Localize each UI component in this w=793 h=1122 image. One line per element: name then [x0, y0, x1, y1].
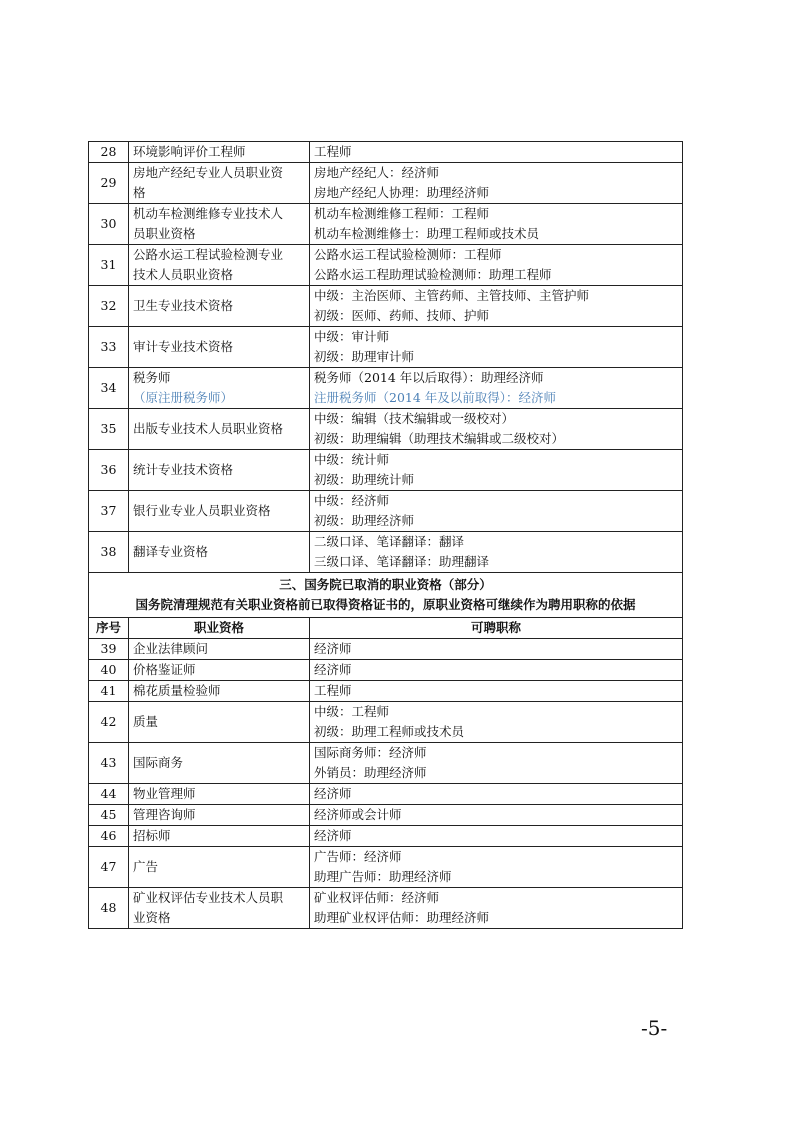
qualification-cell: [129, 826, 310, 847]
title-text: 中级：经济师: [314, 493, 390, 508]
title-text: 经济师: [314, 828, 352, 843]
title-text: 公路水运工程试验检测师：工程师: [314, 247, 502, 262]
row-number: 40: [89, 660, 129, 681]
row-number: 30: [89, 204, 129, 245]
table-row: [89, 743, 683, 784]
header-num: 序号: [89, 618, 129, 639]
row-number: 35: [89, 409, 129, 450]
title-cell: [310, 163, 683, 204]
title-text: 初级：助理经济师: [314, 513, 415, 528]
qualification-text: 银行业专业人员职业资格: [133, 503, 271, 518]
title-text: 房地产经纪人协理：助理经济师: [314, 185, 490, 200]
title-cell: [310, 409, 683, 450]
title-cell: [310, 826, 683, 847]
qualification-text: 出版专业技术人员职业资格: [133, 421, 284, 436]
section-title: 三、国务院已取消的职业资格（部分）: [279, 577, 492, 592]
qualification-cell: [129, 805, 310, 826]
row-number: 37: [89, 491, 129, 532]
title-text: 二级口译、笔译翻译：翻译: [314, 534, 465, 549]
table-row: [89, 409, 683, 450]
row-number: 46: [89, 826, 129, 847]
table-row: [89, 368, 683, 409]
row-number: 43: [89, 743, 129, 784]
table-row: [89, 847, 683, 888]
table-row: [89, 286, 683, 327]
table-row: [89, 142, 683, 163]
title-cell: [310, 639, 683, 660]
title-cell: [310, 286, 683, 327]
qualification-text: 技术人员职业资格: [133, 267, 234, 282]
title-text: 初级：助理编辑（助理技术编辑或二级校对）: [314, 431, 565, 446]
title-text: 三级口译、笔译翻译：助理翻译: [314, 554, 490, 569]
table-row: [89, 532, 683, 573]
section-header: [89, 573, 683, 639]
qualification-text: 房地产经纪专业人员职业资: [133, 165, 284, 180]
title-text: 外销员：助理经济师: [314, 765, 427, 780]
qualification-cell: [129, 245, 310, 286]
table-row: [89, 450, 683, 491]
table-row: [89, 702, 683, 743]
row-number: 41: [89, 681, 129, 702]
qualification-table: [88, 141, 683, 929]
title-text: 中级：统计师: [314, 452, 390, 467]
qualification-text: 矿业权评估专业技术人员职: [133, 890, 284, 905]
qualification-cell: [129, 888, 310, 929]
qualification-text: 卫生专业技术资格: [133, 298, 234, 313]
qualification-cell: [129, 450, 310, 491]
header-title: 可聘职称: [310, 618, 683, 639]
title-text: 国际商务师：经济师: [314, 745, 427, 760]
title-text: 中级：编辑（技术编辑或一级校对）: [314, 411, 515, 426]
qualification-text: 公路水运工程试验检测专业: [133, 247, 284, 262]
upper-table-body: [89, 142, 683, 573]
title-text: 工程师: [314, 683, 352, 698]
row-number: 38: [89, 532, 129, 573]
title-cell: [310, 245, 683, 286]
qualification-cell: [129, 142, 310, 163]
row-number: 44: [89, 784, 129, 805]
qualification-cell: [129, 743, 310, 784]
title-text: 初级：医师、药师、技师、护师: [314, 308, 490, 323]
table-row: [89, 204, 683, 245]
title-text: 中级：主治医师、主管药师、主管技师、主管护师: [314, 288, 590, 303]
row-number: 42: [89, 702, 129, 743]
row-number: 36: [89, 450, 129, 491]
title-text: 机动车检测维修士：助理工程师或技术员: [314, 226, 540, 241]
title-text: 广告师：经济师: [314, 849, 402, 864]
title-cell: [310, 743, 683, 784]
table-row: [89, 639, 683, 660]
title-text: 初级：助理工程师或技术员: [314, 724, 465, 739]
table-row: [89, 491, 683, 532]
page-number: -5-: [641, 1016, 668, 1040]
title-text: 注册税务师（2014 年及以前取得）：经济师: [314, 390, 557, 405]
title-cell: [310, 805, 683, 826]
title-text: 中级：工程师: [314, 704, 390, 719]
qualification-text: 广告: [133, 859, 159, 874]
qualification-text: 翻译专业资格: [133, 544, 209, 559]
qualification-text: 质量: [133, 714, 159, 729]
title-text: 助理矿业权评估师：助理经济师: [314, 910, 490, 925]
table-row: [89, 784, 683, 805]
qualification-cell: [129, 702, 310, 743]
title-text: 工程师: [314, 144, 352, 159]
title-cell: [310, 368, 683, 409]
row-number: 39: [89, 639, 129, 660]
qualification-cell: [129, 491, 310, 532]
title-text: 初级：助理审计师: [314, 349, 415, 364]
qualification-cell: [129, 204, 310, 245]
title-text: 房地产经纪人：经济师: [314, 165, 440, 180]
table-row: [89, 163, 683, 204]
qualification-text: 物业管理师: [133, 786, 196, 801]
qualification-text: 格: [133, 185, 146, 200]
table-row: [89, 327, 683, 368]
qualification-text: 税务师: [133, 370, 171, 385]
qualification-text: 国际商务: [133, 755, 184, 770]
row-number: 48: [89, 888, 129, 929]
table-row: [89, 660, 683, 681]
title-text: 经济师: [314, 641, 352, 656]
title-text: 机动车检测维修工程师：工程师: [314, 206, 490, 221]
qualification-text: 招标师: [133, 828, 171, 843]
qualification-cell: [129, 327, 310, 368]
qualification-cell: [129, 409, 310, 450]
qualification-cell: [129, 660, 310, 681]
title-text: 中级：审计师: [314, 329, 390, 344]
qualification-text: 管理咨询师: [133, 807, 196, 822]
qualification-text: 员职业资格: [133, 226, 196, 241]
row-number: 29: [89, 163, 129, 204]
section-subtitle: 国务院清理规范有关职业资格前已取得资格证书的，原职业资格可继续作为聘用职称的依据: [135, 597, 636, 612]
row-number: 32: [89, 286, 129, 327]
title-cell: [310, 681, 683, 702]
title-text: 经济师: [314, 662, 352, 677]
row-number: 28: [89, 142, 129, 163]
title-cell: [310, 847, 683, 888]
table-row: [89, 245, 683, 286]
row-number: 45: [89, 805, 129, 826]
table-row: [89, 888, 683, 929]
qualification-text: （原注册税务师）: [133, 390, 234, 405]
qualification-text: 棉花质量检验师: [133, 683, 221, 698]
title-cell: [310, 142, 683, 163]
table-row: [89, 826, 683, 847]
title-text: 公路水运工程助理试验检测师：助理工程师: [314, 267, 552, 282]
title-text: 经济师: [314, 786, 352, 801]
title-cell: [310, 532, 683, 573]
title-text: 税务师（2014 年以后取得）：助理经济师: [314, 370, 544, 385]
title-text: 初级：助理统计师: [314, 472, 415, 487]
title-cell: [310, 327, 683, 368]
qualification-cell: [129, 532, 310, 573]
header-qualification: 职业资格: [129, 618, 310, 639]
row-number: 34: [89, 368, 129, 409]
qualification-text: 统计专业技术资格: [133, 462, 234, 477]
qualification-text: 企业法律顾问: [133, 641, 209, 656]
row-number: 47: [89, 847, 129, 888]
qualification-text: 环境影响评价工程师: [133, 144, 246, 159]
row-number: 33: [89, 327, 129, 368]
qualification-text: 价格鉴证师: [133, 662, 196, 677]
title-text: 助理广告师：助理经济师: [314, 869, 452, 884]
qualification-cell: [129, 784, 310, 805]
title-cell: [310, 204, 683, 245]
title-cell: [310, 702, 683, 743]
qualification-cell: [129, 368, 310, 409]
qualification-cell: [129, 286, 310, 327]
qualification-cell: [129, 639, 310, 660]
qualification-cell: [129, 681, 310, 702]
qualification-cell: [129, 163, 310, 204]
qualification-text: 业资格: [133, 910, 171, 925]
document-page: [88, 141, 682, 929]
table-row: [89, 805, 683, 826]
title-cell: [310, 660, 683, 681]
table-row: [89, 681, 683, 702]
title-cell: [310, 450, 683, 491]
row-number: 31: [89, 245, 129, 286]
qualification-cell: [129, 847, 310, 888]
title-cell: [310, 888, 683, 929]
section-cell: [89, 573, 683, 618]
title-cell: [310, 784, 683, 805]
title-text: 经济师或会计师: [314, 807, 402, 822]
title-text: 矿业权评估师：经济师: [314, 890, 440, 905]
qualification-text: 机动车检测维修专业技术人: [133, 206, 284, 221]
title-cell: [310, 491, 683, 532]
qualification-text: 审计专业技术资格: [133, 339, 234, 354]
lower-table-body: [89, 639, 683, 929]
